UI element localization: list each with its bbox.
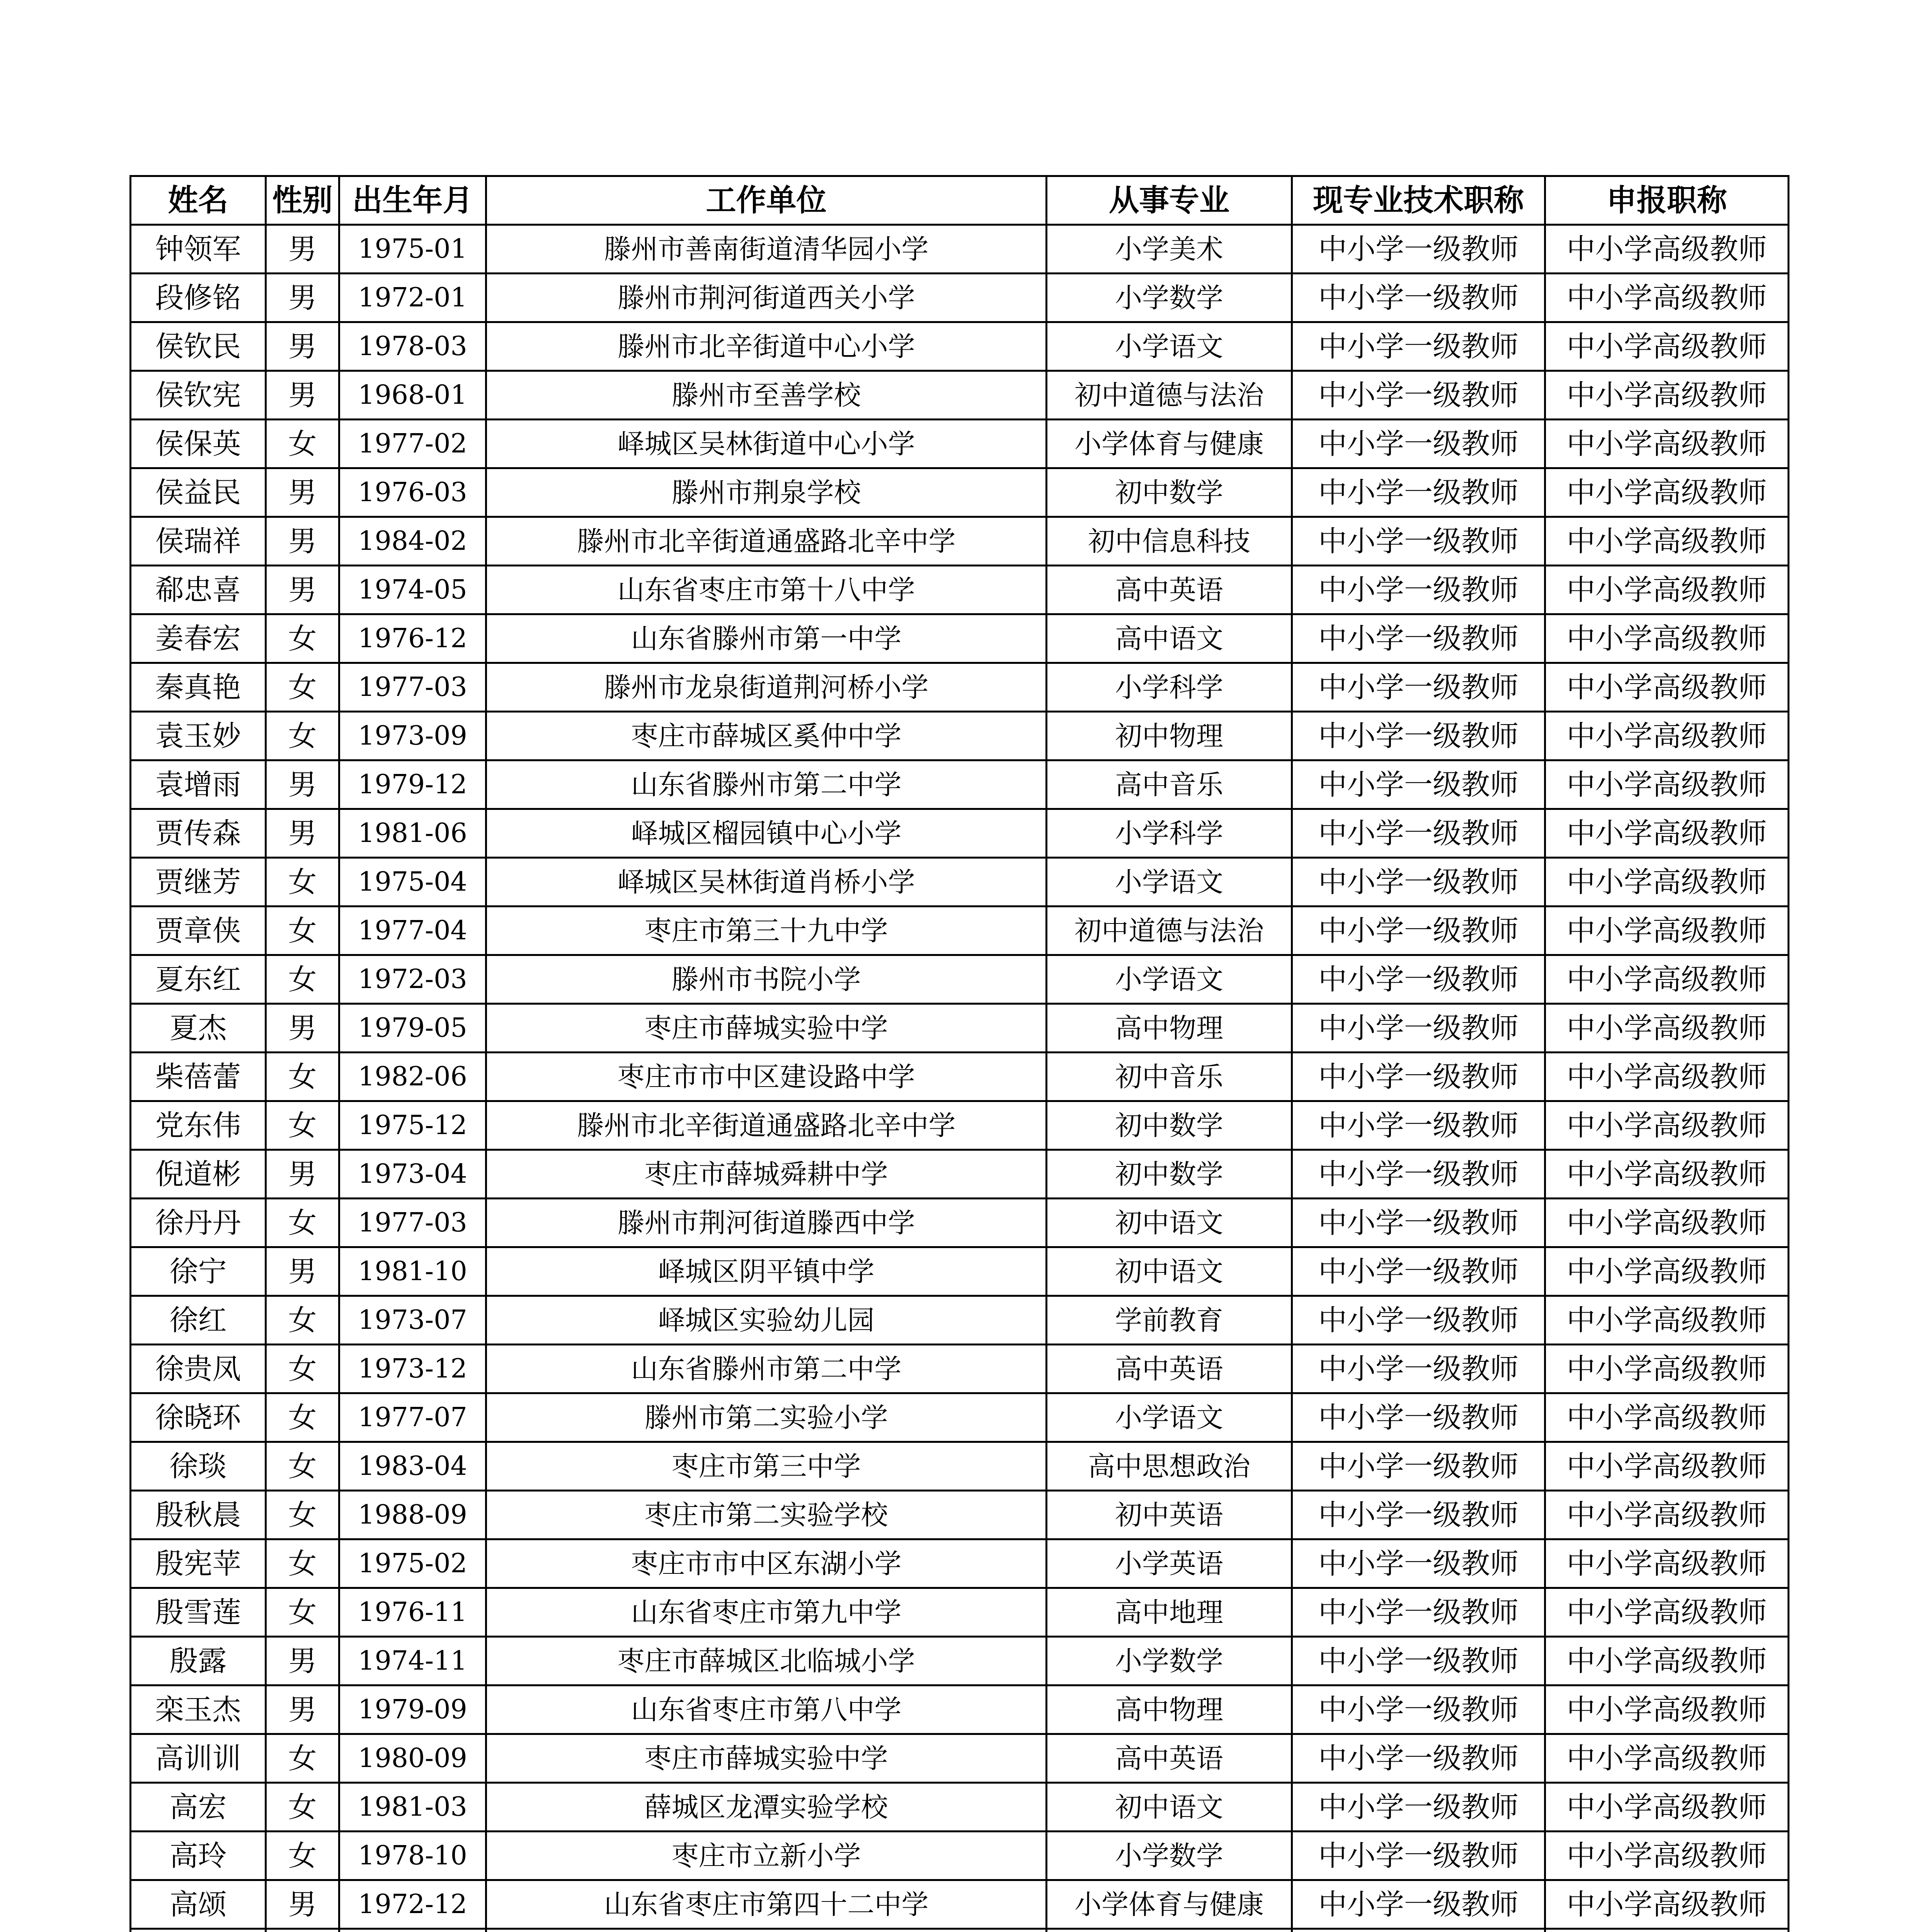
unit-cell: 滕州市北辛街道通盛路北辛中学 (486, 1101, 1047, 1150)
current-title-cell: 中小学一级教师 (1292, 322, 1545, 371)
unit-cell: 枣庄市薛城实验中学 (486, 1004, 1047, 1053)
gender-cell: 女 (266, 955, 339, 1004)
name-cell: 贾章侠 (131, 906, 266, 955)
unit-cell: 山东省滕州市第一中学 (486, 614, 1047, 663)
name-cell: 徐贵凤 (131, 1345, 266, 1393)
gender-cell: 女 (266, 1491, 339, 1539)
birth-cell: 1977-04 (339, 906, 486, 955)
birth-cell: 1972-01 (339, 274, 486, 322)
gender-cell: 女 (266, 1588, 339, 1637)
name-cell: 侯钦民 (131, 322, 266, 371)
header-name: 姓名 (131, 176, 266, 225)
unit-cell: 山东省滕州市第二中学 (486, 760, 1047, 809)
gender-cell: 女 (266, 1832, 339, 1880)
current-title-cell: 中小学一级教师 (1292, 1296, 1545, 1345)
current-title-cell: 中小学一级教师 (1292, 614, 1545, 663)
major-cell: 小学语文 (1047, 1393, 1292, 1442)
table-row (131, 1199, 1789, 1247)
gender-cell: 男 (266, 1247, 339, 1296)
unit-cell: 滕州市第二实验小学 (486, 1393, 1047, 1442)
name-cell: 徐晓环 (131, 1393, 266, 1442)
birth-cell: 1968-01 (339, 371, 486, 420)
table-row (131, 760, 1789, 809)
major-cell: 小学数学 (1047, 274, 1292, 322)
name-cell: 殷秋晨 (131, 1491, 266, 1539)
gender-cell: 女 (266, 858, 339, 906)
header-applied-title: 申报职称 (1545, 176, 1789, 225)
major-cell: 小学体育与健康 (1047, 1880, 1292, 1929)
unit-cell: 枣庄市市中区建设路中学 (486, 1053, 1047, 1101)
table-row (131, 468, 1789, 517)
gender-cell: 女 (266, 1053, 339, 1101)
major-cell: 小学体育与健康 (1047, 420, 1292, 468)
header-birth: 出生年月 (339, 176, 486, 225)
gender-cell: 男 (266, 1150, 339, 1199)
applied-title-cell: 中小学高级教师 (1545, 712, 1789, 760)
gender-cell: 女 (266, 1442, 339, 1491)
name-cell: 殷雪莲 (131, 1588, 266, 1637)
name-cell: 徐丹丹 (131, 1199, 266, 1247)
gender-cell: 男 (266, 1637, 339, 1685)
name-cell: 姜春宏 (131, 614, 266, 663)
name-cell: 秦真艳 (131, 663, 266, 712)
birth-cell: 1972-03 (339, 955, 486, 1004)
gender-cell: 男 (266, 517, 339, 566)
name-cell: 侯钦宪 (131, 371, 266, 420)
current-title-cell: 中小学一级教师 (1292, 663, 1545, 712)
birth-cell (339, 1929, 486, 1932)
gender-cell: 女 (266, 1296, 339, 1345)
current-title-cell: 中小学一级教师 (1292, 566, 1545, 614)
applied-title-cell: 中小学高级教师 (1545, 1588, 1789, 1637)
table-row (131, 1296, 1789, 1345)
major-cell: 高中地理 (1047, 1588, 1292, 1637)
current-title-cell: 中小学一级教师 (1292, 1783, 1545, 1832)
table-row (131, 1101, 1789, 1150)
applied-title-cell: 中小学高级教师 (1545, 566, 1789, 614)
table-body (131, 225, 1789, 1932)
unit-cell: 山东省滕州市第二中学 (486, 1345, 1047, 1393)
birth-cell: 1979-09 (339, 1685, 486, 1734)
table-row (131, 1345, 1789, 1393)
name-cell: 段修铭 (131, 274, 266, 322)
applied-title-cell: 中小学高级教师 (1545, 1345, 1789, 1393)
unit-cell: 滕州市北辛街道中心小学 (486, 322, 1047, 371)
applied-title-cell: 中小学高级教师 (1545, 1004, 1789, 1053)
applied-title-cell: 中小学高级教师 (1545, 1783, 1789, 1832)
major-cell: 小学语文 (1047, 322, 1292, 371)
name-cell: 徐琰 (131, 1442, 266, 1491)
table-row (131, 1929, 1789, 1932)
birth-cell: 1974-05 (339, 566, 486, 614)
unit-cell: 峄城区榴园镇中心小学 (486, 809, 1047, 858)
current-title-cell: 中小学一级教师 (1292, 1199, 1545, 1247)
gender-cell: 女 (266, 614, 339, 663)
name-cell: 殷宪苹 (131, 1539, 266, 1588)
gender-cell: 男 (266, 225, 339, 274)
birth-cell: 1988-09 (339, 1491, 486, 1539)
table-row (131, 225, 1789, 274)
gender-cell: 男 (266, 371, 339, 420)
name-cell: 徐红 (131, 1296, 266, 1345)
applied-title-cell: 中小学高级教师 (1545, 225, 1789, 274)
name-cell: 贾继芳 (131, 858, 266, 906)
name-cell: 夏东红 (131, 955, 266, 1004)
gender-cell: 男 (266, 1004, 339, 1053)
gender-cell: 女 (266, 712, 339, 760)
table-row (131, 858, 1789, 906)
name-cell: 柴蓓蕾 (131, 1053, 266, 1101)
current-title-cell: 中小学一级教师 (1292, 468, 1545, 517)
name-cell: 殷露 (131, 1637, 266, 1685)
name-cell: 侯瑞祥 (131, 517, 266, 566)
birth-cell: 1977-03 (339, 1199, 486, 1247)
major-cell: 初中语文 (1047, 1783, 1292, 1832)
major-cell: 高中物理 (1047, 1004, 1292, 1053)
current-title-cell: 中小学一级教师 (1292, 1345, 1545, 1393)
gender-cell: 男 (266, 274, 339, 322)
table-row (131, 1491, 1789, 1539)
table-row (131, 809, 1789, 858)
birth-cell: 1984-02 (339, 517, 486, 566)
table-row (131, 1734, 1789, 1783)
unit-cell (486, 1929, 1047, 1932)
current-title-cell: 中小学一级教师 (1292, 906, 1545, 955)
table-row (131, 1053, 1789, 1101)
unit-cell: 枣庄市第三十九中学 (486, 906, 1047, 955)
current-title-cell: 中小学一级教师 (1292, 1637, 1545, 1685)
table-row (131, 566, 1789, 614)
header-unit: 工作单位 (486, 176, 1047, 225)
current-title-cell: 中小学一级教师 (1292, 420, 1545, 468)
current-title-cell: 中小学一级教师 (1292, 1004, 1545, 1053)
name-cell: 侯保英 (131, 420, 266, 468)
current-title-cell: 中小学一级教师 (1292, 517, 1545, 566)
major-cell: 高中音乐 (1047, 760, 1292, 809)
header-major: 从事专业 (1047, 176, 1292, 225)
major-cell: 初中道德与法治 (1047, 371, 1292, 420)
gender-cell: 女 (266, 906, 339, 955)
unit-cell: 滕州市北辛街道通盛路北辛中学 (486, 517, 1047, 566)
major-cell: 初中数学 (1047, 1150, 1292, 1199)
applied-title-cell: 中小学高级教师 (1545, 760, 1789, 809)
applied-title-cell: 中小学高级教师 (1545, 1247, 1789, 1296)
birth-cell: 1977-03 (339, 663, 486, 712)
birth-cell: 1977-02 (339, 420, 486, 468)
name-cell: 倪道彬 (131, 1150, 266, 1199)
gender-cell (266, 1929, 339, 1932)
birth-cell: 1975-02 (339, 1539, 486, 1588)
major-cell: 小学英语 (1047, 1539, 1292, 1588)
applied-title-cell: 中小学高级教师 (1545, 1101, 1789, 1150)
unit-cell: 滕州市至善学校 (486, 371, 1047, 420)
unit-cell: 薛城区龙潭实验学校 (486, 1783, 1047, 1832)
applied-title-cell: 中小学高级教师 (1545, 906, 1789, 955)
applied-title-cell: 中小学高级教师 (1545, 420, 1789, 468)
gender-cell: 女 (266, 1345, 339, 1393)
birth-cell: 1973-07 (339, 1296, 486, 1345)
major-cell: 初中语文 (1047, 1247, 1292, 1296)
name-cell: 钟领军 (131, 225, 266, 274)
major-cell: 初中道德与法治 (1047, 906, 1292, 955)
current-title-cell: 中小学一级教师 (1292, 1832, 1545, 1880)
applied-title-cell: 中小学高级教师 (1545, 1150, 1789, 1199)
birth-cell: 1975-12 (339, 1101, 486, 1150)
major-cell: 初中信息科技 (1047, 517, 1292, 566)
major-cell: 小学美术 (1047, 225, 1292, 274)
major-cell: 小学语文 (1047, 955, 1292, 1004)
unit-cell: 枣庄市第三中学 (486, 1442, 1047, 1491)
current-title-cell: 中小学一级教师 (1292, 1247, 1545, 1296)
gender-cell: 女 (266, 1101, 339, 1150)
unit-cell: 山东省枣庄市第九中学 (486, 1588, 1047, 1637)
unit-cell: 枣庄市薛城实验中学 (486, 1734, 1047, 1783)
table-header (131, 176, 1789, 225)
unit-cell: 枣庄市立新小学 (486, 1832, 1047, 1880)
birth-cell: 1972-12 (339, 1880, 486, 1929)
current-title-cell: 中小学一级教师 (1292, 1150, 1545, 1199)
name-cell: 侯益民 (131, 468, 266, 517)
current-title-cell: 中小学一级教师 (1292, 712, 1545, 760)
table-row (131, 1783, 1789, 1832)
table-row (131, 663, 1789, 712)
current-title-cell: 中小学一级教师 (1292, 1442, 1545, 1491)
table-row (131, 1880, 1789, 1929)
applied-title-cell: 中小学高级教师 (1545, 614, 1789, 663)
major-cell: 初中英语 (1047, 1491, 1292, 1539)
header-current-title: 现专业技术职称 (1292, 176, 1545, 225)
table-row (131, 322, 1789, 371)
table-row (131, 614, 1789, 663)
table-row (131, 1393, 1789, 1442)
header-row (131, 176, 1789, 225)
major-cell: 高中物理 (1047, 1685, 1292, 1734)
table-row (131, 274, 1789, 322)
birth-cell: 1975-01 (339, 225, 486, 274)
unit-cell: 滕州市善南街道清华园小学 (486, 225, 1047, 274)
table-row (131, 712, 1789, 760)
current-title-cell: 中小学一级教师 (1292, 371, 1545, 420)
current-title-cell: 中小学一级教师 (1292, 955, 1545, 1004)
gender-cell: 女 (266, 1734, 339, 1783)
birth-cell: 1976-03 (339, 468, 486, 517)
unit-cell: 峄城区吴林街道肖桥小学 (486, 858, 1047, 906)
major-cell: 小学语文 (1047, 858, 1292, 906)
gender-cell: 女 (266, 1199, 339, 1247)
gender-cell: 男 (266, 1685, 339, 1734)
birth-cell: 1980-09 (339, 1734, 486, 1783)
applied-title-cell: 中小学高级教师 (1545, 663, 1789, 712)
gender-cell: 女 (266, 1783, 339, 1832)
table-row (131, 1442, 1789, 1491)
major-cell: 高中语文 (1047, 614, 1292, 663)
gender-cell: 男 (266, 566, 339, 614)
birth-cell: 1976-11 (339, 1588, 486, 1637)
name-cell: 栾玉杰 (131, 1685, 266, 1734)
unit-cell: 枣庄市第二实验学校 (486, 1491, 1047, 1539)
major-cell: 小学数学 (1047, 1832, 1292, 1880)
major-cell: 高中英语 (1047, 1734, 1292, 1783)
applied-title-cell: 中小学高级教师 (1545, 1296, 1789, 1345)
current-title-cell: 中小学一级教师 (1292, 1588, 1545, 1637)
birth-cell: 1981-06 (339, 809, 486, 858)
applied-title-cell: 中小学高级教师 (1545, 274, 1789, 322)
gender-cell: 男 (266, 468, 339, 517)
table-row (131, 906, 1789, 955)
birth-cell: 1979-05 (339, 1004, 486, 1053)
name-cell: 郗忠喜 (131, 566, 266, 614)
major-cell: 小学数学 (1047, 1637, 1292, 1685)
name-cell: 高颂 (131, 1880, 266, 1929)
current-title-cell: 中小学一级教师 (1292, 1685, 1545, 1734)
table-row (131, 955, 1789, 1004)
unit-cell: 枣庄市薛城区奚仲中学 (486, 712, 1047, 760)
unit-cell: 山东省枣庄市第四十二中学 (486, 1880, 1047, 1929)
name-cell: 贾传森 (131, 809, 266, 858)
applied-title-cell: 中小学高级教师 (1545, 1539, 1789, 1588)
table-row (131, 420, 1789, 468)
birth-cell: 1978-10 (339, 1832, 486, 1880)
applied-title-cell: 中小学高级教师 (1545, 1637, 1789, 1685)
birth-cell: 1973-09 (339, 712, 486, 760)
current-title-cell: 中小学一级教师 (1292, 1053, 1545, 1101)
birth-cell: 1983-04 (339, 1442, 486, 1491)
major-cell: 高中英语 (1047, 1345, 1292, 1393)
current-title-cell: 中小学一级教师 (1292, 1539, 1545, 1588)
table-row (131, 1832, 1789, 1880)
birth-cell: 1978-03 (339, 322, 486, 371)
applied-title-cell: 中小学高级教师 (1545, 371, 1789, 420)
applied-title-cell: 中小学高级教师 (1545, 1393, 1789, 1442)
major-cell: 初中数学 (1047, 468, 1292, 517)
unit-cell: 峄城区实验幼儿园 (486, 1296, 1047, 1345)
applied-title-cell: 中小学高级教师 (1545, 1880, 1789, 1929)
name-cell: 徐宁 (131, 1247, 266, 1296)
major-cell (1047, 1929, 1292, 1932)
unit-cell: 枣庄市市中区东湖小学 (486, 1539, 1047, 1588)
gender-cell: 男 (266, 1880, 339, 1929)
name-cell: 党东伟 (131, 1101, 266, 1150)
current-title-cell: 中小学一级教师 (1292, 858, 1545, 906)
current-title-cell: 中小学一级教师 (1292, 1101, 1545, 1150)
name-cell: 高玲 (131, 1832, 266, 1880)
current-title-cell: 中小学一级教师 (1292, 225, 1545, 274)
unit-cell: 滕州市书院小学 (486, 955, 1047, 1004)
major-cell: 初中语文 (1047, 1199, 1292, 1247)
table-row (131, 371, 1789, 420)
current-title-cell: 中小学一级教师 (1292, 760, 1545, 809)
applied-title-cell: 中小学高级教师 (1545, 1199, 1789, 1247)
birth-cell: 1982-06 (339, 1053, 486, 1101)
applied-title-cell: 中小学高级教师 (1545, 1832, 1789, 1880)
gender-cell: 女 (266, 1393, 339, 1442)
birth-cell: 1977-07 (339, 1393, 486, 1442)
current-title-cell: 中小学一级教师 (1292, 1734, 1545, 1783)
roster-table (129, 175, 1789, 1932)
current-title-cell (1292, 1929, 1545, 1932)
unit-cell: 山东省枣庄市第十八中学 (486, 566, 1047, 614)
unit-cell: 滕州市龙泉街道荆河桥小学 (486, 663, 1047, 712)
table-row (131, 1247, 1789, 1296)
unit-cell: 山东省枣庄市第八中学 (486, 1685, 1047, 1734)
unit-cell: 峄城区吴林街道中心小学 (486, 420, 1047, 468)
gender-cell: 男 (266, 760, 339, 809)
header-gender: 性别 (266, 176, 339, 225)
table-row (131, 1539, 1789, 1588)
name-cell: 夏杰 (131, 1004, 266, 1053)
gender-cell: 男 (266, 809, 339, 858)
major-cell: 学前教育 (1047, 1296, 1292, 1345)
applied-title-cell (1545, 1929, 1789, 1932)
name-cell (131, 1929, 266, 1932)
unit-cell: 滕州市荆河街道西关小学 (486, 274, 1047, 322)
applied-title-cell: 中小学高级教师 (1545, 322, 1789, 371)
current-title-cell: 中小学一级教师 (1292, 1393, 1545, 1442)
birth-cell: 1974-11 (339, 1637, 486, 1685)
applied-title-cell: 中小学高级教师 (1545, 1491, 1789, 1539)
table-row (131, 1588, 1789, 1637)
applied-title-cell: 中小学高级教师 (1545, 809, 1789, 858)
name-cell: 袁增雨 (131, 760, 266, 809)
applied-title-cell: 中小学高级教师 (1545, 517, 1789, 566)
major-cell: 高中英语 (1047, 566, 1292, 614)
major-cell: 初中音乐 (1047, 1053, 1292, 1101)
birth-cell: 1973-12 (339, 1345, 486, 1393)
birth-cell: 1973-04 (339, 1150, 486, 1199)
applied-title-cell: 中小学高级教师 (1545, 1685, 1789, 1734)
major-cell: 小学科学 (1047, 663, 1292, 712)
unit-cell: 枣庄市薛城区北临城小学 (486, 1637, 1047, 1685)
current-title-cell: 中小学一级教师 (1292, 1491, 1545, 1539)
major-cell: 初中物理 (1047, 712, 1292, 760)
unit-cell: 枣庄市薛城舜耕中学 (486, 1150, 1047, 1199)
gender-cell: 男 (266, 322, 339, 371)
applied-title-cell: 中小学高级教师 (1545, 1734, 1789, 1783)
unit-cell: 峄城区阴平镇中学 (486, 1247, 1047, 1296)
major-cell: 初中数学 (1047, 1101, 1292, 1150)
gender-cell: 女 (266, 420, 339, 468)
current-title-cell: 中小学一级教师 (1292, 274, 1545, 322)
major-cell: 高中思想政治 (1047, 1442, 1292, 1491)
table-row (131, 1004, 1789, 1053)
name-cell: 袁玉妙 (131, 712, 266, 760)
birth-cell: 1975-04 (339, 858, 486, 906)
applied-title-cell: 中小学高级教师 (1545, 1442, 1789, 1491)
birth-cell: 1979-12 (339, 760, 486, 809)
birth-cell: 1981-10 (339, 1247, 486, 1296)
table-row (131, 1637, 1789, 1685)
table-row (131, 1150, 1789, 1199)
current-title-cell: 中小学一级教师 (1292, 809, 1545, 858)
applied-title-cell: 中小学高级教师 (1545, 468, 1789, 517)
gender-cell: 女 (266, 1539, 339, 1588)
gender-cell: 女 (266, 663, 339, 712)
birth-cell: 1976-12 (339, 614, 486, 663)
name-cell: 高宏 (131, 1783, 266, 1832)
major-cell: 小学科学 (1047, 809, 1292, 858)
table-row (131, 1685, 1789, 1734)
unit-cell: 滕州市荆河街道滕西中学 (486, 1199, 1047, 1247)
unit-cell: 滕州市荆泉学校 (486, 468, 1047, 517)
table-row (131, 517, 1789, 566)
applied-title-cell: 中小学高级教师 (1545, 1053, 1789, 1101)
applied-title-cell: 中小学高级教师 (1545, 955, 1789, 1004)
applied-title-cell: 中小学高级教师 (1545, 858, 1789, 906)
current-title-cell: 中小学一级教师 (1292, 1880, 1545, 1929)
name-cell: 高训训 (131, 1734, 266, 1783)
birth-cell: 1981-03 (339, 1783, 486, 1832)
